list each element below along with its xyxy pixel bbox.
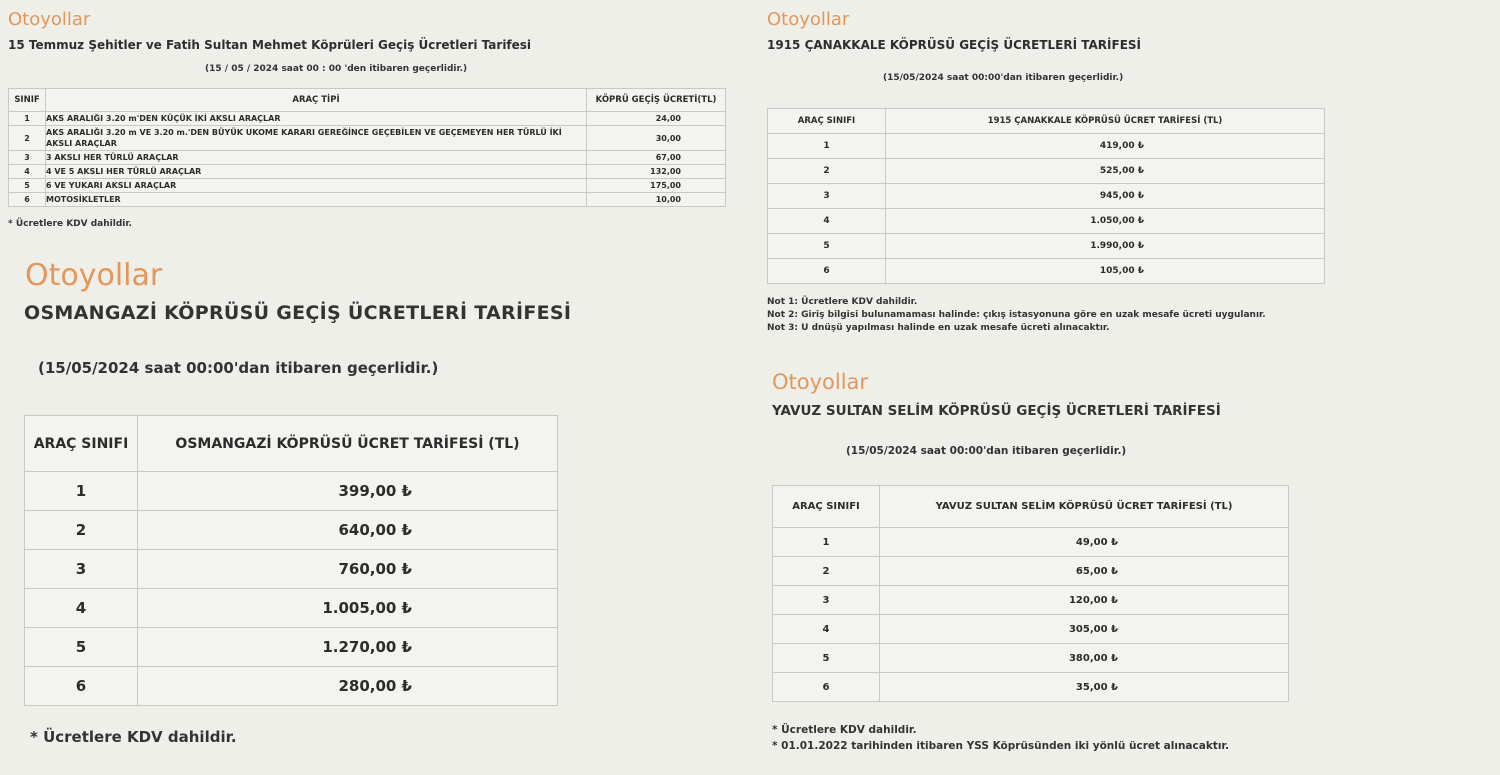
- row-fee: 65,00 ₺: [880, 557, 1289, 586]
- row-fee: 1.050,00 ₺: [886, 209, 1325, 234]
- row-fee: 1.990,00 ₺: [886, 234, 1325, 259]
- note-line: * 01.01.2022 tarihinden itibaren YSS Köprüsünden iki yönlü ücret alınacaktır.: [772, 740, 1230, 752]
- row-class: 4: [25, 589, 138, 628]
- brand-heading: Otoyollar: [767, 9, 850, 30]
- section3-title: 1915 ÇANAKKALE KÖPRÜSÜ GEÇİŞ ÜCRETLERİ TARİFESİ: [767, 38, 1141, 52]
- row-fee: 525,00 ₺: [886, 159, 1325, 184]
- row-fee: 760,00 ₺: [138, 550, 558, 589]
- row-fee: 30,00: [587, 126, 726, 151]
- yss-toll-table: [772, 485, 1289, 702]
- section3-validity: (15/05/2024 saat 00:00'dan itibaren geçerlidir.): [883, 73, 1124, 83]
- row-fee: 1.005,00 ₺: [138, 589, 558, 628]
- row-fee: 380,00 ₺: [880, 644, 1289, 673]
- header-fee: OSMANGAZİ KÖPRÜSÜ ÜCRET TARİFESİ (TL): [138, 416, 558, 472]
- table-row: [9, 193, 726, 207]
- row-fee: 280,00 ₺: [138, 667, 558, 706]
- row-fee: 67,00: [587, 151, 726, 165]
- row-type: MOTOSİKLETLER: [46, 193, 587, 207]
- table-row: [768, 209, 1325, 234]
- table-row: [9, 165, 726, 179]
- row-class: 2: [773, 557, 880, 586]
- header-fee: YAVUZ SULTAN SELİM KÖPRÜSÜ ÜCRET TARİFESİ (TL): [880, 486, 1289, 528]
- table-row: [9, 126, 726, 151]
- row-class: 2: [768, 159, 886, 184]
- row-class: 3: [25, 550, 138, 589]
- table-header-row: [9, 89, 726, 112]
- table-row: [773, 528, 1289, 557]
- row-class: 3: [9, 151, 46, 165]
- row-type: 3 AKSLI HER TÜRLÜ ARAÇLAR: [46, 151, 587, 165]
- header-class: SINIF: [9, 89, 46, 112]
- table-row: [9, 151, 726, 165]
- table-header-row: [25, 416, 558, 472]
- table-row: [25, 511, 558, 550]
- row-class: 4: [768, 209, 886, 234]
- section2-note: * Ücretlere KDV dahildir.: [30, 728, 237, 746]
- row-class: 5: [25, 628, 138, 667]
- table-header-row: [768, 109, 1325, 134]
- row-fee: 120,00 ₺: [880, 586, 1289, 615]
- row-class: 6: [768, 259, 886, 284]
- osmangazi-toll-table: [24, 415, 558, 706]
- row-fee: 105,00 ₺: [886, 259, 1325, 284]
- table-row: [768, 234, 1325, 259]
- row-class: 1: [768, 134, 886, 159]
- table-row: [9, 179, 726, 193]
- row-fee: 945,00 ₺: [886, 184, 1325, 209]
- header-vehicle-type: ARAÇ TİPİ: [46, 89, 587, 112]
- row-class: 5: [773, 644, 880, 673]
- table-row: [25, 667, 558, 706]
- row-type: 6 VE YUKARI AKSLI ARAÇLAR: [46, 179, 587, 193]
- section3-notes: [767, 296, 1266, 335]
- section1-note: * Ücretlere KDV dahildir.: [8, 219, 132, 229]
- note-line: Not 2: Giriş bilgisi bulunamaması halinde: çıkış istasyonuna göre en uzak mesafe ücreti uygulanır.: [767, 310, 1266, 320]
- row-class: 4: [9, 165, 46, 179]
- note-line: Not 3: U dnüşü yapılması halinde en uzak mesafe ücreti alınacaktır.: [767, 323, 1110, 333]
- row-fee: 35,00 ₺: [880, 673, 1289, 702]
- brand-heading: Otoyollar: [25, 258, 163, 293]
- section4-title: YAVUZ SULTAN SELİM KÖPRÜSÜ GEÇİŞ ÜCRETLERİ TARİFESİ: [772, 403, 1221, 419]
- brand-heading: Otoyollar: [772, 370, 869, 394]
- table-row: [25, 472, 558, 511]
- note-line: Not 1: Ücretlere KDV dahildir.: [767, 297, 918, 307]
- header-class: ARAÇ SINIFI: [25, 416, 138, 472]
- row-fee: 419,00 ₺: [886, 134, 1325, 159]
- table-row: [768, 259, 1325, 284]
- fsm-toll-table: [8, 88, 726, 207]
- row-fee: 10,00: [587, 193, 726, 207]
- table-row: [768, 134, 1325, 159]
- row-class: 3: [768, 184, 886, 209]
- header-class: ARAÇ SINIFI: [773, 486, 880, 528]
- row-class: 6: [773, 673, 880, 702]
- table-row: [773, 644, 1289, 673]
- row-fee: 305,00 ₺: [880, 615, 1289, 644]
- brand-heading: Otoyollar: [8, 9, 91, 30]
- row-class: 5: [9, 179, 46, 193]
- row-type: AKS ARALIĞI 3.20 m VE 3.20 m.'DEN BÜYÜK UKOME KARARI GEREĞİNCE GEÇEBİLEN VE GEÇEMEYEN HER TÜRLÜ İKİ AKSLI ARAÇLAR: [46, 126, 587, 151]
- section4-notes: [772, 722, 1229, 754]
- table-row: [773, 615, 1289, 644]
- header-fee: 1915 ÇANAKKALE KÖPRÜSÜ ÜCRET TARİFESİ (TL): [886, 109, 1325, 134]
- table-row: [773, 586, 1289, 615]
- row-fee: 24,00: [587, 112, 726, 126]
- row-class: 2: [9, 126, 46, 151]
- row-fee: 1.270,00 ₺: [138, 628, 558, 667]
- section1-validity: (15 / 05 / 2024 saat 00 : 00 'den itibaren geçerlidir.): [205, 64, 468, 74]
- row-fee: 49,00 ₺: [880, 528, 1289, 557]
- header-class: ARAÇ SINIFI: [768, 109, 886, 134]
- note-line: * Ücretlere KDV dahildir.: [772, 724, 917, 736]
- table-row: [768, 159, 1325, 184]
- row-fee: 399,00 ₺: [138, 472, 558, 511]
- section4-validity: (15/05/2024 saat 00:00'dan itibaren geçerlidir.): [846, 445, 1127, 457]
- table-row: [25, 628, 558, 667]
- section2-validity: (15/05/2024 saat 00:00'dan itibaren geçerlidir.): [38, 359, 439, 377]
- section1-title: 15 Temmuz Şehitler ve Fatih Sultan Mehmet Köprüleri Geçiş Ücretleri Tarifesi: [8, 38, 532, 52]
- row-type: 4 VE 5 AKSLI HER TÜRLÜ ARAÇLAR: [46, 165, 587, 179]
- row-type: AKS ARALIĞI 3.20 m'DEN KÜÇÜK İKİ AKSLI ARAÇLAR: [46, 112, 587, 126]
- canakkale-toll-table: [767, 108, 1325, 284]
- table-row: [768, 184, 1325, 209]
- section2-title: OSMANGAZİ KÖPRÜSÜ GEÇİŞ ÜCRETLERİ TARİFESİ: [24, 302, 572, 324]
- table-row: [773, 557, 1289, 586]
- table-row: [25, 589, 558, 628]
- row-class: 1: [25, 472, 138, 511]
- table-row: [773, 673, 1289, 702]
- row-class: 5: [768, 234, 886, 259]
- header-fee: KÖPRÜ GEÇİŞ ÜCRETİ(TL): [587, 89, 726, 112]
- row-fee: 640,00 ₺: [138, 511, 558, 550]
- row-class: 1: [773, 528, 880, 557]
- table-row: [25, 550, 558, 589]
- table-header-row: [773, 486, 1289, 528]
- row-class: 3: [773, 586, 880, 615]
- row-class: 6: [25, 667, 138, 706]
- row-fee: 175,00: [587, 179, 726, 193]
- row-class: 1: [9, 112, 46, 126]
- row-class: 6: [9, 193, 46, 207]
- row-class: 4: [773, 615, 880, 644]
- table-row: [9, 112, 726, 126]
- row-class: 2: [25, 511, 138, 550]
- row-fee: 132,00: [587, 165, 726, 179]
